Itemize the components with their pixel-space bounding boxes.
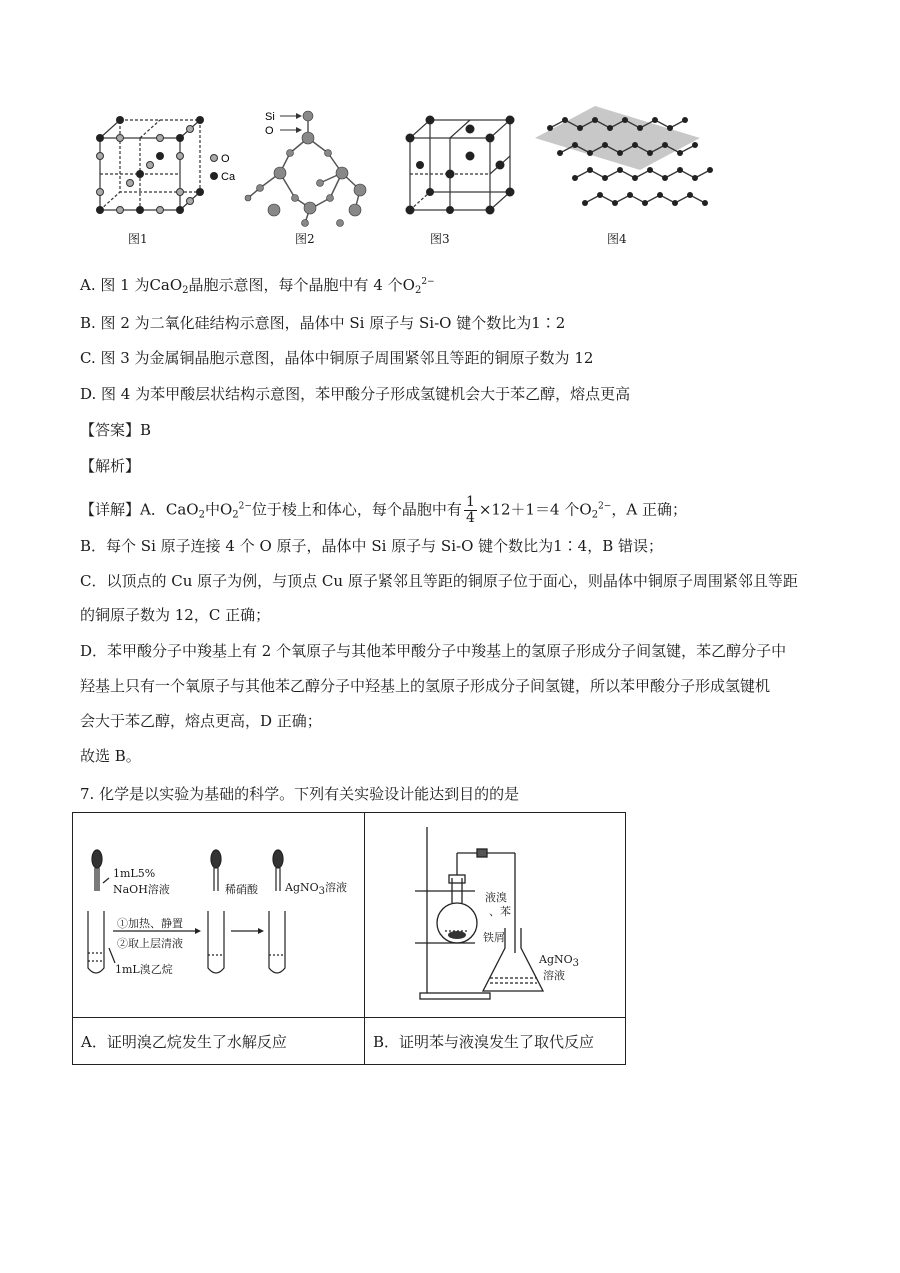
- fig2-caption: 图2: [295, 232, 315, 246]
- fig3-caption: 图3: [430, 232, 450, 246]
- reagent-naoh: NaOH溶液: [113, 883, 170, 896]
- detail-d2: 羟基上只有一个氧原子与其他苯乙醇分子中羟基上的氢原子形成分子间氢键，所以苯甲酸分子形成氢键机: [80, 677, 771, 695]
- label-liquid-bromine: 液溴: [485, 891, 507, 904]
- fig1-caption: 图1: [128, 232, 148, 246]
- option-c: C. 图 3 为金属铜晶胞示意图，晶体中铜原子周围紧邻且等距的铜原子数为 12: [80, 349, 594, 367]
- option-d: D. 图 4 为苯甲酸层状结构示意图，苯甲酸分子形成氢键机会大于苯乙醇，熔点更高: [80, 385, 631, 403]
- crystal-figures: [80, 98, 720, 248]
- legend-ca-label: Ca: [221, 171, 236, 183]
- detail-b: B．每个 Si 原子连接 4 个 O 原子，晶体中 Si 原子与 Si-O 键个数比为1∶4，B 错误；: [80, 537, 664, 555]
- reagent-agno3: AgNO3溶液: [285, 881, 348, 897]
- question-7-stem: 7. 化学是以实验为基础的科学。下列有关实验设计能达到目的的是: [80, 785, 520, 803]
- option-b: B. 图 2 为二氧化硅结构示意图，晶体中 Si 原子与 Si-O 键个数比为1∶2: [80, 314, 566, 332]
- fig4-plane: [535, 106, 700, 170]
- detail-c2: 的铜原子数为 12，C 正确；: [80, 606, 271, 624]
- detail-d1: D．苯甲酸分子中羧基上有 2 个氧原子与其他苯甲酸分子中羧基上的氢原子形成分子间氢键，苯乙醇分子中: [80, 642, 787, 660]
- label-benzene: 、苯: [489, 905, 511, 918]
- answer-label: 【答案】B: [80, 421, 152, 439]
- si-label: Si: [265, 111, 275, 123]
- experiment-b-diagram: [365, 813, 625, 1017]
- legend-o-label: O: [221, 153, 230, 165]
- fraction-quarter: $\frac{1}{4}$: [465, 494, 475, 526]
- crystal-structure-diagrams: [80, 98, 720, 248]
- detail-c1: C．以顶点的 Cu 原子为例，与顶点 Cu 原子紧邻且等距的铜原子位于面心，则晶体中铜原子周围紧邻且等距: [80, 572, 798, 590]
- label-agno3: AgNO3: [539, 953, 580, 969]
- label-solution: 溶液: [543, 969, 565, 982]
- experiment-a-diagram: [73, 813, 364, 1017]
- reagent-naoh-amount: 1mL5%: [113, 867, 156, 880]
- step-heat: ①加热、静置: [117, 917, 183, 930]
- experiment-table: [72, 812, 626, 1065]
- fig3-cu-cell: [410, 120, 510, 210]
- sample-bromoethane: 1mL溴乙烷: [115, 963, 173, 976]
- caption-experiment-a: A．证明溴乙烷发生了水解反应: [73, 1018, 365, 1065]
- step-supernatant: ②取上层清液: [117, 937, 183, 950]
- caption-experiment-b: B．证明苯与液溴发生了取代反应: [365, 1018, 626, 1065]
- option-a: A. 图 1 为CaO$_2$晶胞示意图，每个晶胞中有 4 个$O_2^{2-}$: [80, 276, 435, 296]
- detail-d3: 会大于苯乙醇，熔点更高，D 正确；: [80, 712, 322, 730]
- reagent-hno3: 稀硝酸: [225, 883, 258, 896]
- analysis-title: 【解析】: [80, 457, 141, 475]
- conclusion: 故选 B。: [80, 747, 141, 765]
- label-iron-filings: 铁屑: [483, 931, 505, 944]
- detail-a: 【详解】A．CaO$_2$中$O_2^{2-}$位于棱上和体心，每个晶胞中有 $\frac{1}{4}$ ×12＋1＝4 个$O_2^{2-}$，A 正确；: [80, 494, 687, 526]
- o-label: O: [265, 125, 274, 137]
- fig4-caption: 图4: [607, 232, 627, 246]
